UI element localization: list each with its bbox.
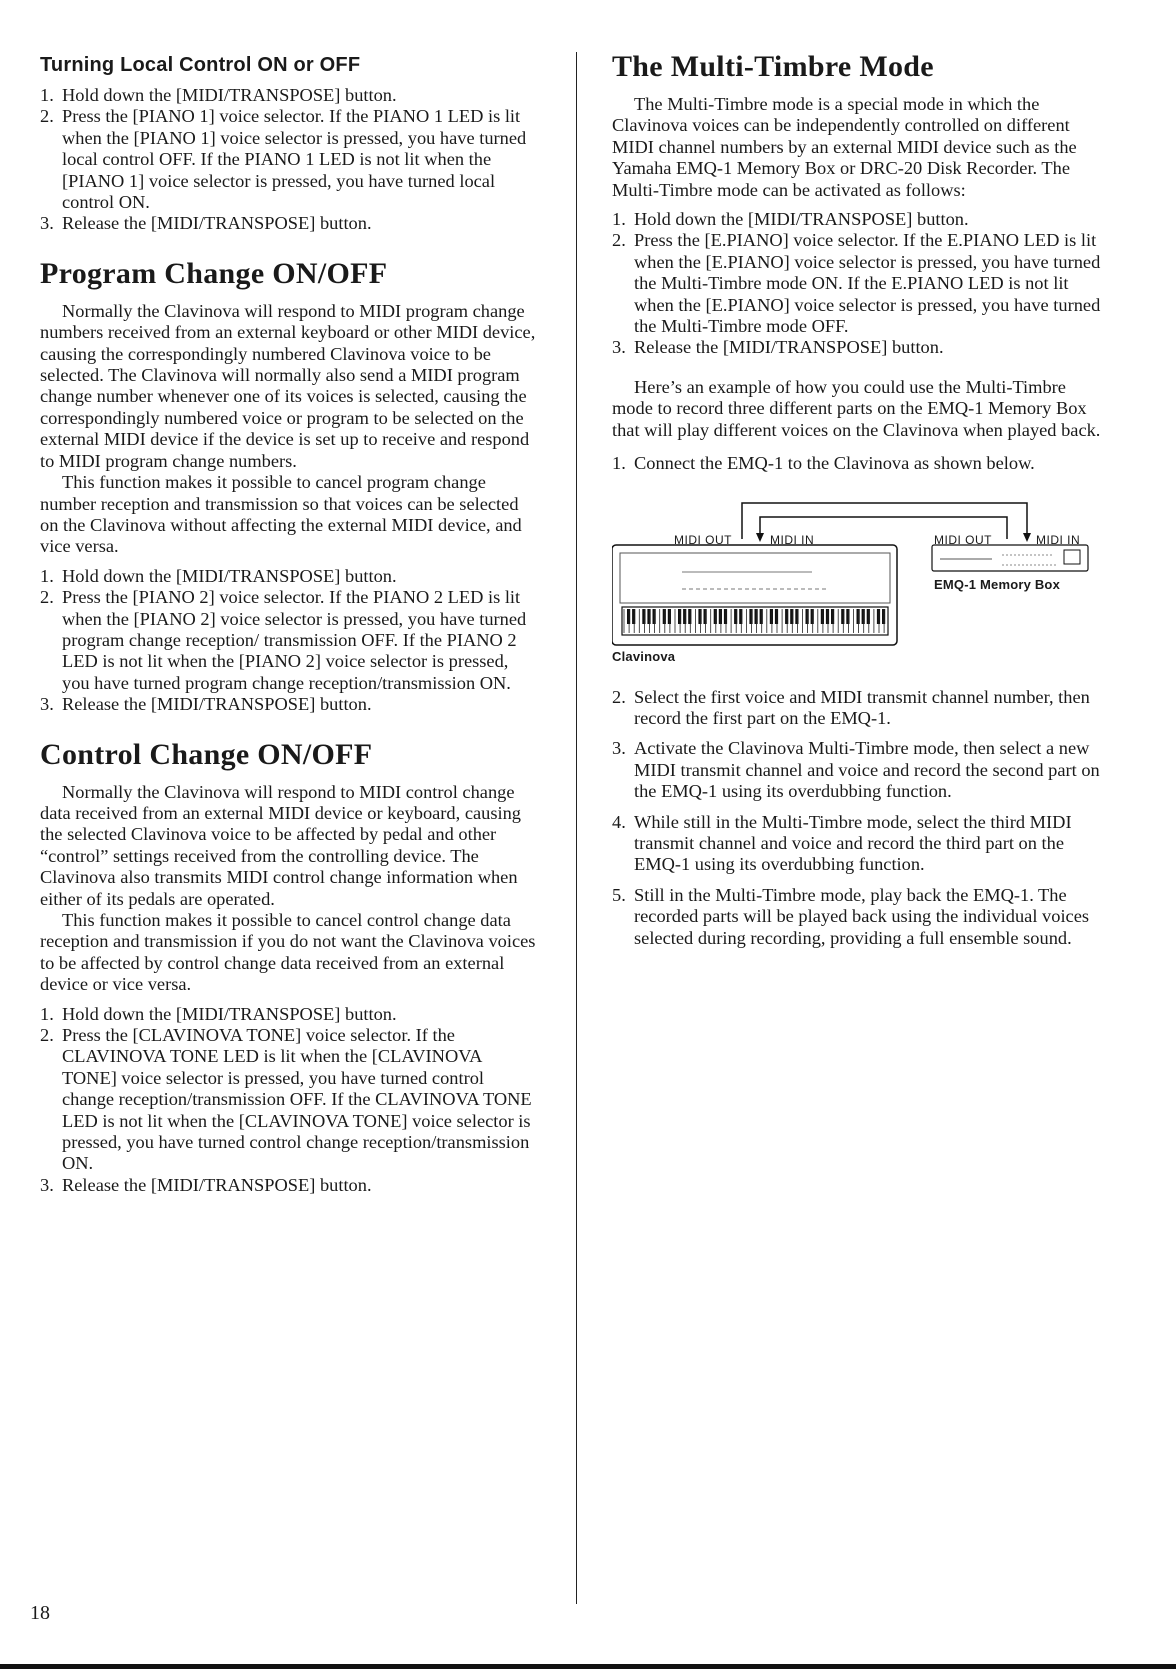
step-number: 1. <box>40 565 54 586</box>
black-key <box>678 609 681 624</box>
arrow-clav-midi-in <box>756 533 764 542</box>
step-text: Hold down the [MIDI/TRANSPOSE] button. <box>634 209 969 230</box>
step-text: Hold down the [MIDI/TRANSPOSE] button. <box>62 565 397 586</box>
black-key <box>882 609 885 624</box>
control-change-steps <box>40 1004 540 1197</box>
step-number: 3. <box>40 213 54 234</box>
program-change-para-1: Normally the Clavinova will respond to MIDI program change numbers received from an external keyboard or other MIDI device, causing the correspondingly numbered Clavinova voice to be selected. The Clavinova will normally also send a MIDI program change number whenever one of its voices is selected, causing the correspondingly numbered voice or program to be selected on the external MIDI device if the device is set up to receive and respond to MIDI program change numbers. <box>40 300 536 471</box>
black-key <box>627 609 630 624</box>
multi-timbre-steps <box>612 209 1106 359</box>
step-text: Release the [MIDI/TRANSPOSE] button. <box>62 1174 372 1195</box>
step-text: While still in the Multi-Timbre mode, select the third MIDI transmit channel and voice and record the third part on the EMQ-1 using its overdubbing function. <box>634 811 1072 875</box>
black-key <box>632 609 635 624</box>
step-number: 3. <box>612 738 626 759</box>
black-key <box>821 609 824 624</box>
emq-midi-out-label: MIDI OUT <box>934 532 992 547</box>
step-number: 1. <box>612 209 626 230</box>
program-change-para-2: This function makes it possible to cancel program change number reception and transmission so that voices can be selected on the Clavinova without affecting the external MIDI device, and vice versa. <box>40 472 522 557</box>
black-key <box>734 609 737 624</box>
emq-label: EMQ-1 Memory Box <box>934 576 1061 592</box>
arrow-emq-midi-in <box>1023 533 1031 542</box>
black-key <box>698 609 701 624</box>
local-control-heading: Turning Local Control ON or OFF <box>40 54 361 76</box>
step-text: Release the [MIDI/TRANSPOSE] button. <box>62 213 372 234</box>
left-column <box>40 50 540 1196</box>
right-column <box>612 50 1106 958</box>
multi-timbre-para-1: The Multi-Timbre mode is a special mode in which the Clavinova voices can be independently controlled on different MIDI channel numbers by an external MIDI device such as the Yamaha EMQ-1 Memory Box or DRC-20 Disk Recorder. The Multi-Timbre mode can be activated as follows: <box>612 94 1077 200</box>
black-key <box>653 609 656 624</box>
list-item <box>40 85 540 106</box>
step-number: 2. <box>612 230 626 251</box>
step-number: 4. <box>612 811 626 832</box>
black-key <box>846 609 849 624</box>
step-number: 3. <box>612 337 626 358</box>
step-number: 2. <box>40 1025 54 1046</box>
black-key <box>775 609 778 624</box>
list-item <box>40 566 540 587</box>
list-item <box>612 885 1106 949</box>
step-text: Hold down the [MIDI/TRANSPOSE] button. <box>62 1003 397 1024</box>
black-key <box>704 609 707 624</box>
list-item <box>40 694 540 715</box>
black-key <box>790 609 793 624</box>
example-steps <box>612 687 1106 949</box>
list-item <box>612 209 1106 230</box>
black-key <box>826 609 829 624</box>
black-key <box>785 609 788 624</box>
step-number: 1. <box>40 85 54 105</box>
emq-midi-in-label: MIDI IN <box>1036 532 1081 547</box>
step-text: Release the [MIDI/TRANSPOSE] button. <box>634 337 944 358</box>
black-key <box>668 609 671 624</box>
page-number: 18 <box>30 1602 50 1624</box>
program-change-heading: Program Change ON/OFF <box>40 256 388 290</box>
example-step-1-list <box>612 453 1106 474</box>
step-number: 3. <box>40 1174 54 1195</box>
step-number: 1. <box>612 453 626 474</box>
clavinova-label: Clavinova <box>612 648 676 664</box>
black-key <box>862 609 865 624</box>
list-item <box>40 1025 540 1175</box>
bottom-rule <box>0 1664 1176 1669</box>
step-text: Press the [E.PIANO] voice selector. If the E.PIANO LED is lit when the [E.PIANO] voice selector is pressed, you have turned the Multi-Timbre mode ON. If the E.PIANO LED is not lit when the [E.PIANO] voice selector is pressed, you have turned the Multi-Timbre mode OFF. <box>634 230 1101 337</box>
clav-midi-in-label: MIDI IN <box>770 532 815 547</box>
black-key <box>806 609 809 624</box>
step-text: Connect the EMQ-1 to the Clavinova as shown below. <box>634 453 1035 474</box>
step-text: Activate the Clavinova Multi-Timbre mode, then select a new MIDI transmit channel and voice and record the second part on the EMQ-1 using its overdubbing function. <box>634 738 1100 802</box>
list-item <box>612 337 1106 358</box>
step-number: 2. <box>40 106 54 127</box>
black-key <box>714 609 717 624</box>
connection-diagram <box>612 497 1092 667</box>
black-key <box>755 609 758 624</box>
black-key <box>683 609 686 624</box>
black-key <box>857 609 860 624</box>
black-key <box>770 609 773 624</box>
step-text: Still in the Multi-Timbre mode, play back the EMQ-1. The recorded parts will be played back using the individual voices selected during recording, providing a full ensemble sound. <box>634 884 1090 948</box>
clav-midi-out-label: MIDI OUT <box>674 532 732 547</box>
black-key <box>663 609 666 624</box>
list-item <box>612 453 1106 474</box>
black-key <box>760 609 763 624</box>
multi-timbre-heading: The Multi-Timbre Mode <box>612 50 934 83</box>
step-number: 2. <box>40 587 54 608</box>
black-key <box>688 609 691 624</box>
list-item <box>612 230 1106 337</box>
black-key <box>867 609 870 624</box>
control-change-heading: Control Change ON/OFF <box>40 737 373 771</box>
list-item <box>612 738 1106 802</box>
black-key <box>841 609 844 624</box>
control-change-para-2: This function makes it possible to cancel control change data reception and transmission if you do not want the Clavinova voices to be affected by control change data received from an external device or vice versa. <box>40 910 536 995</box>
multi-timbre-para-2: Here’s an example of how you could use the Multi-Timbre mode to record three different parts on the EMQ-1 Memory Box that will play different voices on the Clavinova when played back. <box>612 376 1101 440</box>
step-number: 2. <box>612 686 626 707</box>
black-key <box>647 609 650 624</box>
step-number: 1. <box>40 1003 54 1024</box>
control-change-para-1: Normally the Clavinova will respond to MIDI control change data received from an external MIDI device or keyboard, causing the selected Clavinova voice to be affected by pedal and other “control” settings received from the controlling device. The Clavinova also transmits MIDI control change information when either of its pedals are operated. <box>40 781 522 909</box>
step-number: 5. <box>612 884 626 905</box>
step-text: Press the [CLAVINOVA TONE] voice selector. If the CLAVINOVA TONE LED is lit when the [CLAVINOVA TONE] voice selector is pressed, you have turned control change reception/transmission OFF. If the CLAVINOVA TONE LED is not lit when the [CLAVINOVA TONE] voice selector is pressed, you have turned control change reception/transmission ON. <box>62 1025 532 1174</box>
emq-box <box>932 545 1088 571</box>
step-text: Hold down the [MIDI/TRANSPOSE] button. <box>62 85 397 105</box>
step-text: Select the first voice and MIDI transmit channel number, then record the first part on the EMQ-1. <box>634 686 1090 728</box>
black-key <box>642 609 645 624</box>
black-key <box>877 609 880 624</box>
column-divider <box>576 52 577 1604</box>
list-item <box>40 106 540 213</box>
list-item <box>40 1004 540 1025</box>
black-key <box>749 609 752 624</box>
black-key <box>719 609 722 624</box>
program-change-steps <box>40 566 540 716</box>
list-item <box>612 687 1106 730</box>
step-text: Press the [PIANO 2] voice selector. If the PIANO 2 LED is lit when the [PIANO 2] voice selector is pressed, you have turned program change reception/ transmission OFF. If the PIANO 2 LED is not lit when the [PIANO 2] voice selector is pressed, you have turned program change reception/transmission ON. <box>62 587 527 693</box>
black-key <box>795 609 798 624</box>
list-item <box>40 587 540 694</box>
step-number: 3. <box>40 694 54 715</box>
black-key <box>811 609 814 624</box>
black-key <box>831 609 834 624</box>
list-item <box>612 812 1106 876</box>
black-key <box>724 609 727 624</box>
list-item <box>40 1175 540 1196</box>
step-text: Release the [MIDI/TRANSPOSE] button. <box>62 694 372 715</box>
step-text: Press the [PIANO 1] voice selector. If the PIANO 1 LED is lit when the [PIANO 1] voice selector is pressed, you have turned local control OFF. If the PIANO 1 LED is not lit when the [PIANO 1] voice selector is pressed, you have turned local control ON. <box>62 106 527 213</box>
black-key <box>739 609 742 624</box>
list-item <box>40 213 540 234</box>
local-control-steps <box>40 85 540 235</box>
